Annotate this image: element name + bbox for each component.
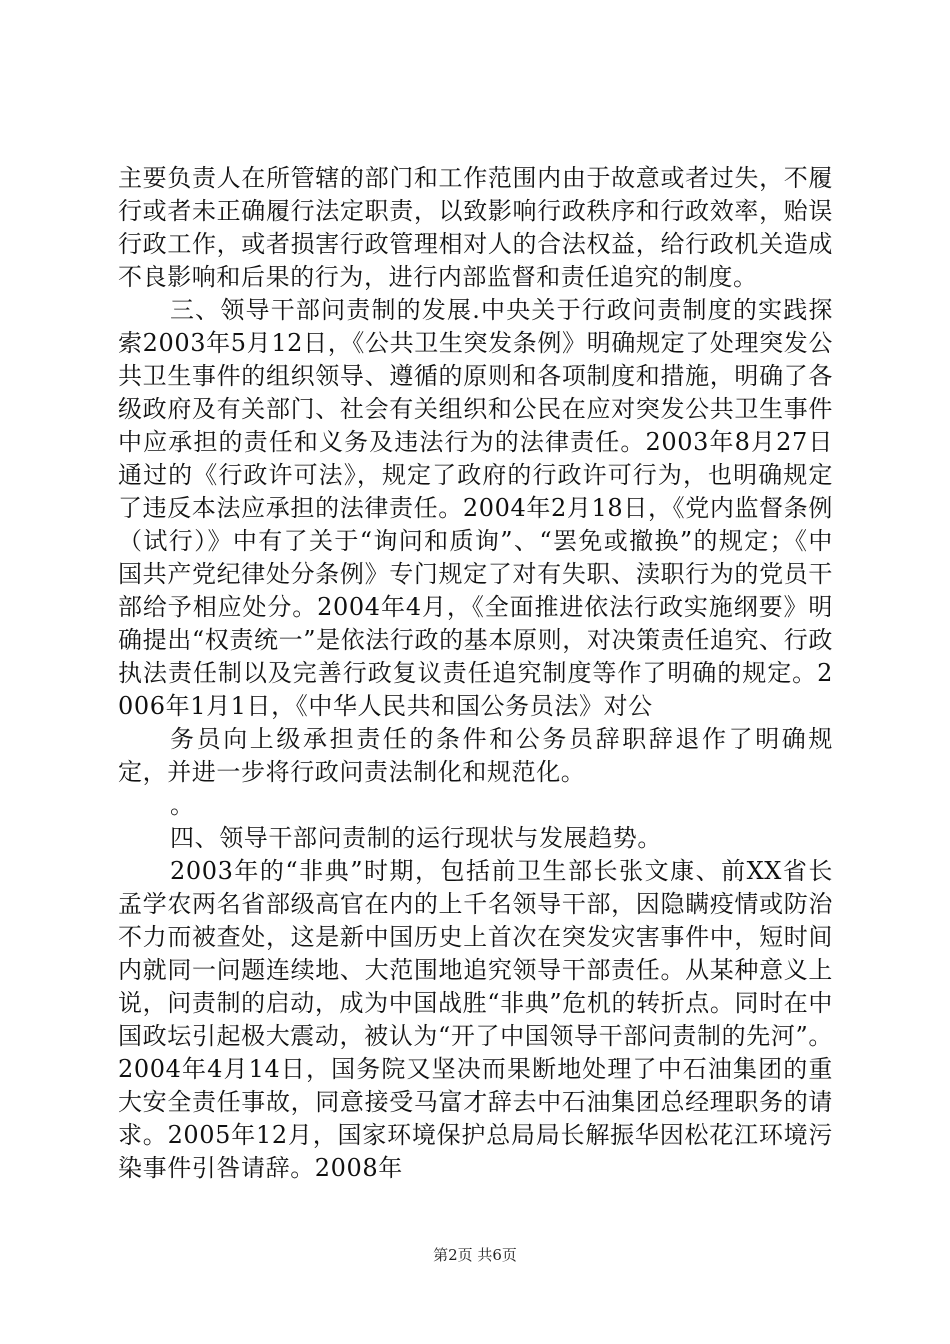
paragraph-6: 2003年的“非典”时期，包括前卫生部长张文康、前XX省长孟学农两名省部级高官在内的上千名领导干部，因隐瞒疫情或防治不力而被查处，这是新中国历史上首次在突发灾害事件中，短时间内就同一问题连续地、大范围地追究领导干部责任。从某种意义上说，问责制的启动，成为中国战胜“非典”危机的转折点。同时在中国政坛引起极大震动，被认为“开了中国领导干部问责制的先河”。2004年4月14日，国务院又坚决而果断地处理了中石油集团的重大安全责任事故，同意接受马富才辞去中石油集团总经理职务的请求。2005年12月，国家环境保护总局局长解振华因松花江环境污染事件引咎请辞。2008年 — [118, 857, 833, 1182]
page-footer: 第2页 共6页 — [433, 1246, 517, 1264]
paragraph-1: 主要负责人在所管辖的部门和工作范围内由于故意或者过失，不履行或者未正确履行法定职责，以致影响行政秩序和行政效率，贻误行政工作，或者损害行政管理相对人的合法权益，给行政机关造成不良影响和后果的行为，进行内部监督和责任追究的制度。 — [118, 164, 833, 291]
document-body — [118, 162, 833, 1185]
paragraph-4: 。 — [170, 791, 195, 819]
paragraph-3: 务员向上级承担责任的条件和公务员辞职辞退作了明确规定，并进一步将行政问责法制化和规范化。 — [118, 725, 833, 786]
paragraph-2: 三、领导干部问责制的发展.中央关于行政问责制度的实践探索2003年5月12日，《公共卫生突发条例》明确规定了处理突发公共卫生事件的组织领导、遵循的原则和各项制度和措施，明确了各级政府及有关部门、社会有关组织和公民在应对突发公共卫生事件中应承担的责任和义务及违法行为的法律责任。2003年8月27日通过的《行政许可法》，规定了政府的行政许可行为，也明确规定了违反本法应承担的法律责任。2004年2月18日，《党内监督条例（试行）》中有了关于“询问和质询”、“罢免或撤换”的规定；《中国共产党纪律处分条例》专门规定了对有失职、渎职行为的党员干部给予相应处分。2004年4月，《全面推进依法行政实施纲要》明确提出“权责统一”是依法行政的基本原则，对决策责任追究、行政执法责任制以及完善行政复议责任追究制度等作了明确的规定。2006年1月1日，《中华人民共和国公务员法》对公 — [118, 296, 833, 720]
paragraph-5: 四、领导干部问责制的运行现状与发展趋势。 — [170, 824, 662, 852]
